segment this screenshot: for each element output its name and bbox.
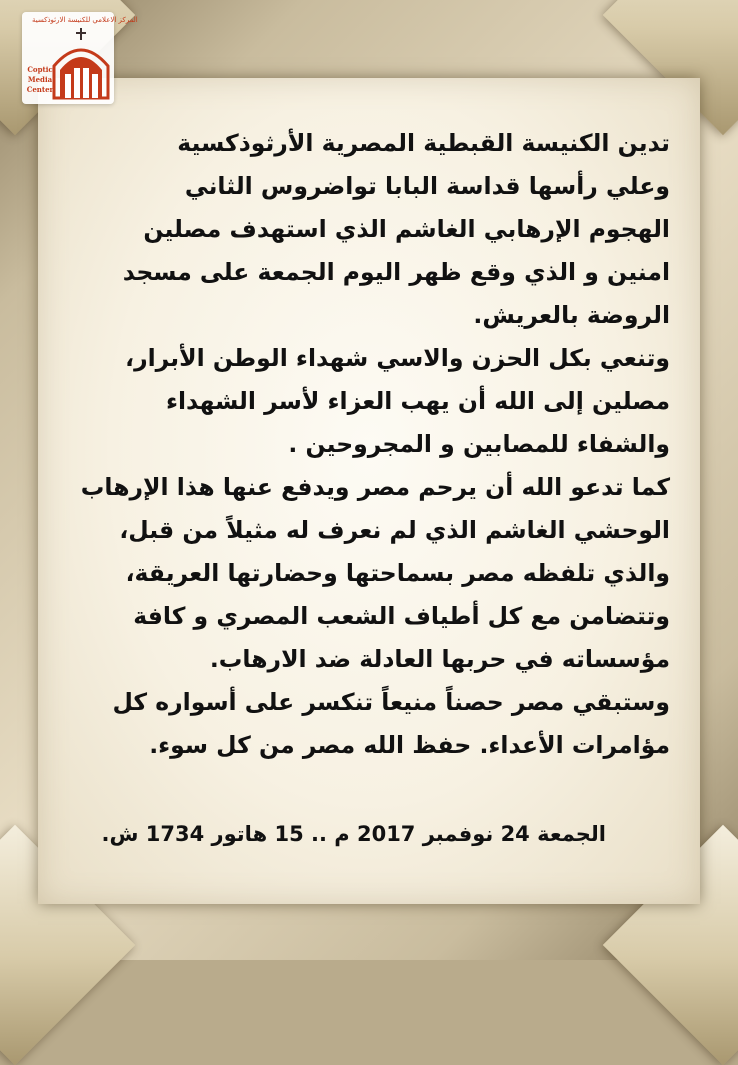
statement-line: مؤسساته في حربها العادلة ضد الارهاب. (209, 645, 670, 673)
statement-line: تدين الكنيسة القبطية المصرية الأرثوذكسية (177, 129, 670, 157)
logo-english-line: Coptic (27, 65, 53, 74)
statement-line: وتنعي بكل الحزن والاسي شهداء الوطن الأبرار، (125, 344, 670, 372)
logo-english-line: Media (27, 75, 53, 84)
statement-line: وستبقي مصر حصناً منيعاً تنكسر على أسواره كل (112, 688, 670, 716)
statement-line: الهجوم الإرهابي الغاشم الذي استهدف مصلين (143, 215, 670, 243)
statement-line: وتتضامن مع كل أطياف الشعب المصري و كافة (133, 602, 670, 630)
church-icon (50, 28, 112, 100)
statement-line: مصلين إلى الله أن يهب العزاء لأسر الشهداء (165, 387, 670, 415)
statement-line: امنين و الذي وقع ظهر اليوم الجمعة على مسجد (122, 258, 670, 286)
statement-line: كما تدعو الله أن يرحم مصر ويدفع عنها هذا الإرهاب (80, 473, 670, 501)
statement-line: الوحشي الغاشم الذي لم نعرف له مثيلاً من قبل، (119, 516, 670, 544)
statement-body (70, 122, 670, 767)
statement-line: والشفاء للمصابين و المجروحين . (288, 430, 670, 458)
statement-date: الجمعة 24 نوفمبر 2017 م .. 15 هاتور 1734 ش. (101, 822, 606, 846)
coptic-media-center-logo (22, 12, 138, 104)
statement-line: وعلي رأسها قداسة البابا تواضروس الثاني (184, 172, 670, 200)
logo-arabic-name: المركز الاعلامي للكنيسة الارثوذكسية (32, 16, 138, 24)
statement-line: مؤامرات الأعداء. حفظ الله مصر من كل سوء. (149, 731, 670, 759)
logo-english-line: Center (26, 85, 54, 94)
statement-line: والذي تلفظه مصر بسماحتها وحضارتها العريقة، (125, 559, 670, 587)
statement-line: الروضة بالعريش. (473, 301, 670, 329)
